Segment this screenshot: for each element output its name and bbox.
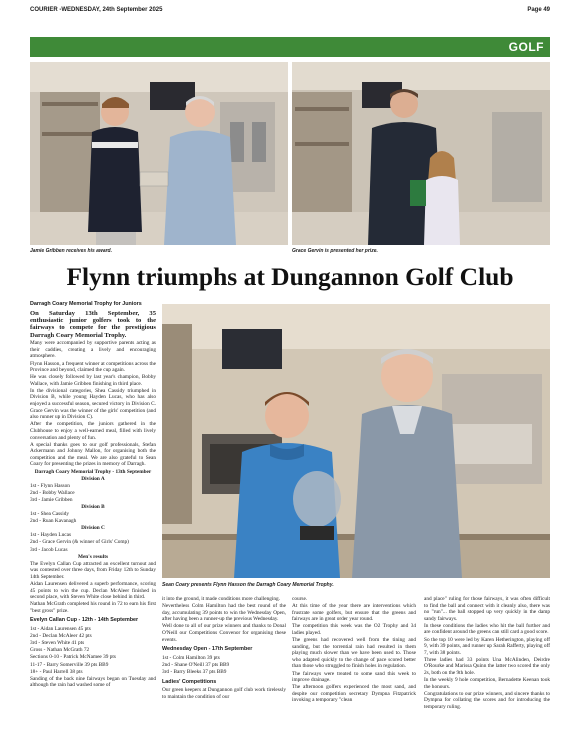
paragraph: Aidan Laurensen delivered a superb performance, scoring 45 points to win the cup. Declan McAleer finished in second place, with Steven White close behind in third. [30, 581, 156, 601]
paragraph: So the top 10 were led by Karen Hetherington, playing off 9, with 39 points, and runner up Sarah Rafferty, playing off 7, with 38 points. [424, 636, 550, 656]
result-line: 1st - Hayden Lucas [30, 532, 72, 539]
division-heading: Division B [81, 503, 105, 510]
paragraph: Our green keepers at Dungannon golf club work tirelessly to maintain the condition of our [162, 687, 286, 700]
section-label: GOLF [508, 40, 544, 54]
photo1-caption: Jamie Gribben receives his award. [30, 248, 112, 254]
results-title: Darragh Coary Memorial Trophy - 13th September [34, 468, 152, 475]
result-line: 1st - Shea Cassidy [30, 511, 69, 518]
result-line: Gross - Nathan McGrath 72 [30, 647, 90, 654]
paragraph: Congratulations to our prize winners, and sincere thanks to Dympna for collating the scores and for introducing the temporary ruling. [424, 690, 550, 710]
division-heading: Division A [81, 475, 105, 482]
result-line: 2nd - Grace Gervin (& winner of Girls' Comp) [30, 539, 129, 546]
photo-flynn-hasson-trophy [162, 304, 550, 578]
paragraph: Flynn Hasson, a frequent winner at competitions across the Province and beyond, claimed the cup again. [30, 360, 156, 374]
article-headline: Flynn triumphs at Dungannon Golf Club [66, 262, 514, 291]
division-heading: Division C [81, 525, 105, 532]
result-line: 11-17 - Barry Somerville 39 pts BB9 [30, 661, 109, 668]
result-line: 2nd - Ruan Kavanagh [30, 518, 77, 525]
result-line: 3rd - Jamie Gribben [30, 496, 73, 503]
paragraph: After the competition, the juniors gathered in the Clubhouse to enjoy a well-earned meal, filled with lively conversation and plenty of fun. [30, 421, 156, 441]
paragraph: The Evelyn Callan Cup attracted an excellent turnout and was contested over three days, from Friday 12th to Sunday 14th September. [30, 560, 156, 580]
paragraph: it into the ground, it made conditions more challenging. [162, 596, 280, 602]
result-line: 3rd - Jacob Lucas [30, 546, 68, 553]
result-line: 1st - Flynn Hasson [30, 482, 70, 489]
result-line: 2nd - Bobby Wallace [30, 489, 75, 496]
wednesday-open-heading: Wednesday Open - 17th September [162, 646, 253, 653]
paragraph: and place" ruling for those fairways, it was often difficult to find the ball and connect with it cleanly also, there was no "run"... the ball stopped up very quickly in the damp sandy fairways. [424, 596, 550, 622]
paragraph: The greens had recovered well from the tining and sanding, but the torrential rain had resulted in them playing much slower than we have been used to. Those who adapted quickly to the change of pace scored better than those who struggled to finish holes in regulation. [292, 637, 416, 670]
result-line: 1st - Aidan Laurensen 45 pts [30, 626, 91, 633]
paragraph: Many were accompanied by supportive parents acting as their caddies, creating a lively and encouraging atmosphere. [30, 340, 156, 360]
page-number: Page 49 [527, 7, 550, 13]
mens-results-heading: Men's results [77, 553, 109, 560]
article-column-3 [292, 596, 416, 705]
photo-grace-gervin [292, 62, 550, 245]
paragraph: Well done to all of our prize winners and thanks to Donal O'Neill our Competitions Convenor for organising these events. [162, 623, 286, 643]
paragraph: The afternoon golfers experienced the most sand, and despite our competition secretary Dympna Fitzpatrick invoking a temporary "clean [292, 684, 416, 704]
paragraph: At this time of the year there are interventions which frustrate some golfers, but ensure that the greens and fairways are in great order year round. [292, 603, 416, 623]
result-line: Sections 0-10 - Patrick McNamee 39 pts [30, 654, 116, 661]
photo3-caption: Sean Coary presents Flynn Hasson the Darragh Coary Memorial Trophy. [162, 582, 334, 588]
paragraph: The competition this week was the O2 Trophy and 34 ladies played. [292, 623, 416, 636]
article-lead: On Saturday 13th September, 35 enthusiastic junior golfers took to the fairways to compete for the prestigious Darragh Coary Memorial Trophy. [30, 309, 156, 339]
result-line: 3rd - Steven White 41 pts [30, 640, 85, 647]
result-line: 18+ - Paul Harrell 38 pts [30, 668, 83, 675]
paragraph: He was closely followed by last year's champion, Bobby Wallace, with Jamie Gribben finishing in third place. [30, 374, 156, 387]
section-banner [30, 37, 550, 57]
paragraph: Nevertheless Colm Hamilton had the best round of the day, accumulating 39 points to win the Wednesday Open, after having been a runner-up the previous Wednesday. [162, 603, 286, 623]
article-column-2 [162, 596, 286, 701]
paragraph: A special thanks goes to our golf professionals, Stefan Ackermann and Johnny Mallon, for organising both the competition and the meal. We are also grateful to Sean Coary for presenting the prizes in memory of Darragh. [30, 441, 156, 468]
paragraph: Sanding of the back nine fairways began on Tuesday and although the rain had washed some of [30, 675, 156, 689]
paragraph: course. [292, 596, 308, 602]
paragraph: Three ladies had 33 points Una McAlinden, Deirdre O'Rourke and Marissa Quinn the latter two scored the only 2s, both on the 9th hole. [424, 656, 550, 677]
page-header [30, 4, 550, 16]
result-line: 2nd - Declan McAleer 42 pts [30, 633, 92, 640]
paragraph: Nathan McGrath completed his round in 72 to earn his first "best gross" prize. [30, 601, 156, 614]
paragraph: In the divisional categories, Shea Cassidy triumphed in Division B, while young Hayden Lucas, who has also enjoyed a successful season, secured victory in Division C. Grace Gervin was the winner of the girls' competition (and also runner up in Division C). [30, 387, 156, 421]
issue-date: COURIER -WEDNESDAY, 24th September 2025 [30, 7, 163, 13]
article-column-4 [424, 596, 550, 711]
paragraph: In the weekly 9 hole competition, Bernadette Keenan took the honours. [424, 677, 550, 690]
paragraph: In these conditions the ladies who hit the ball further and are confident around the greens can still card a good score. [424, 622, 550, 636]
result-line: 2nd - Shane O'Neill 37 pts BB9 [162, 661, 230, 668]
article-column-1 [30, 298, 156, 689]
result-line: 3rd - Barry Bleeks 37 pts BB9 [162, 668, 227, 675]
cup-heading: Evelyn Callan Cup - 12th - 14th September [30, 617, 139, 624]
photo-jamie-gribben [30, 62, 288, 245]
result-line: 1st - Colm Hamilton 39 pts [162, 654, 220, 661]
ladies-heading: Ladies' Competitions [162, 678, 217, 685]
paragraph: The fairways were treated to some sand this week to improve drainage. [292, 670, 416, 684]
photo2-caption: Grace Gervin is presented her prize. [292, 248, 378, 254]
section-heading: Darragh Coary Memorial Trophy for Juniors [30, 301, 142, 307]
